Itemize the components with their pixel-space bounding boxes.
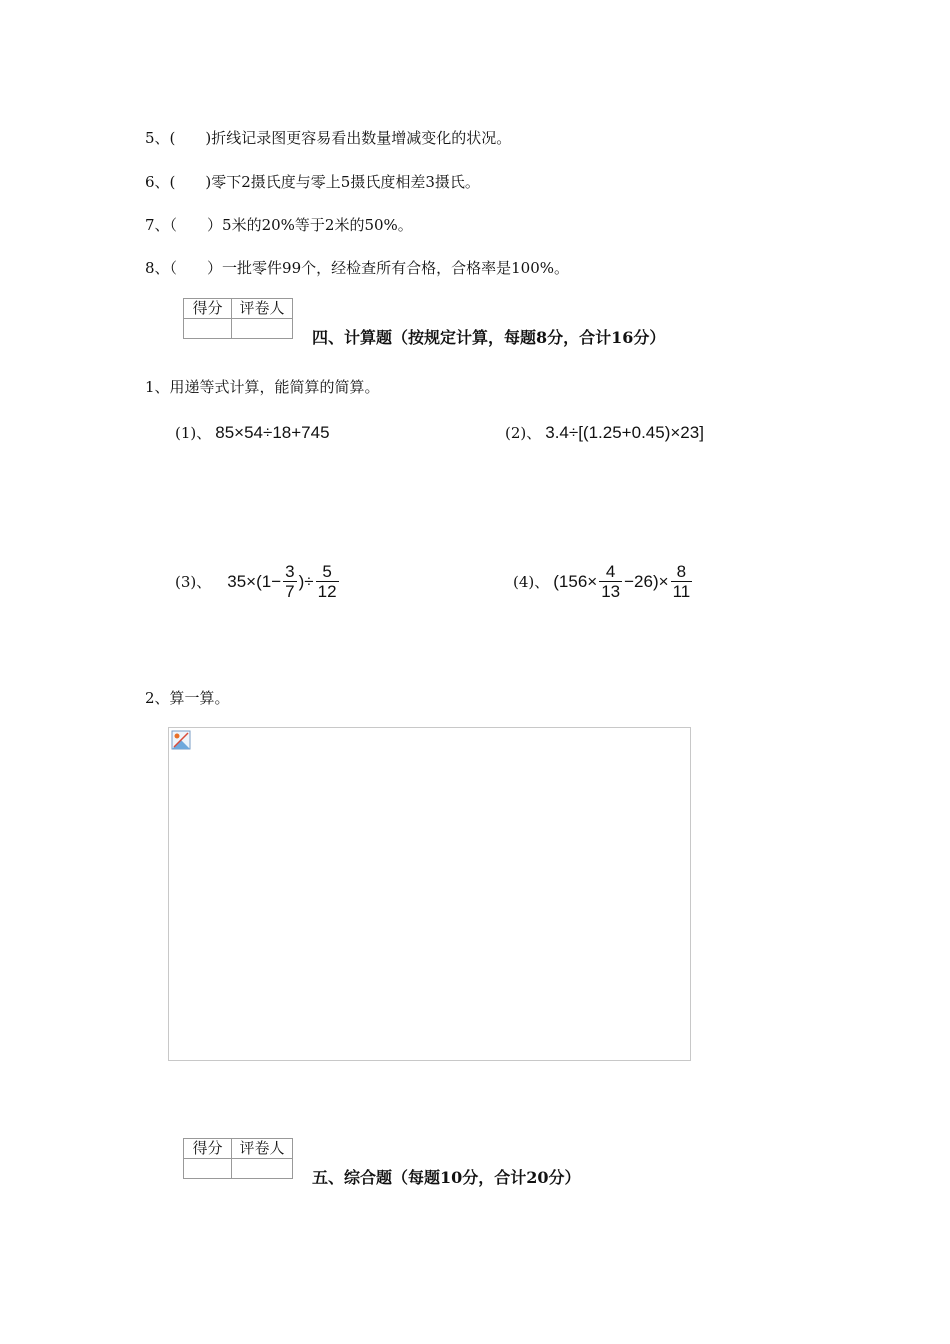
score-table [183, 1138, 293, 1179]
denominator: 13 [601, 582, 621, 601]
grader-cell [232, 319, 293, 339]
expression-3-pre: 35×(1− [227, 571, 282, 591]
calc-question-1-prompt: 1、用递等式计算，能简算的简算。 [145, 378, 380, 396]
denominator: 11 [672, 582, 691, 601]
expression-4-mid: −26)× [624, 571, 669, 591]
expression-3-label: (3)、 [175, 573, 212, 591]
expression-4 [513, 562, 694, 601]
fraction [599, 562, 622, 601]
score-cell [184, 1159, 232, 1179]
grader-label: 评卷人 [232, 299, 293, 319]
grader-cell [232, 1159, 293, 1179]
question-5: 5、( )折线记录图更容易看出数量增减变化的状况。 [145, 129, 512, 147]
broken-image-icon [171, 730, 191, 750]
expression-1 [175, 422, 330, 443]
question-8: 8、（ ）一批零件99个，经检查所有合格，合格率是100%。 [145, 259, 570, 277]
expression-1-body: 85×54÷18+745 [215, 422, 330, 442]
numerator: 4 [605, 562, 616, 581]
grader-label: 评卷人 [232, 1139, 293, 1159]
question-7: 7、（ ）5米的20%等于2米的50%。 [145, 216, 413, 234]
expression-4-label: (4)、 [513, 573, 550, 591]
score-label: 得分 [184, 299, 232, 319]
expression-2-body: 3.4÷[(1.25+0.45)×23] [545, 422, 704, 442]
expression-1-label: (1)、 [175, 424, 212, 442]
numerator: 8 [676, 562, 687, 581]
numerator: 3 [285, 562, 295, 581]
fraction [671, 562, 693, 601]
score-cell [184, 319, 232, 339]
question-6: 6、( )零下2摄氏度与零上5摄氏度相差3摄氏。 [145, 173, 480, 191]
expression-4-pre: (156× [553, 571, 598, 591]
calc-question-2-prompt: 2、算一算。 [145, 689, 230, 707]
expression-3-mid: )÷ [298, 571, 314, 591]
score-table [183, 298, 293, 339]
image-placeholder [168, 727, 691, 1061]
section-5-heading: 五、综合题（每题10分，合计20分） [312, 1168, 581, 1187]
numerator: 5 [322, 562, 332, 581]
expression-2-label: (2)、 [505, 424, 542, 442]
denominator: 7 [285, 582, 295, 601]
denominator: 12 [317, 582, 337, 601]
expression-3 [175, 562, 341, 601]
score-label: 得分 [184, 1139, 232, 1159]
section-4-heading: 四、计算题（按规定计算，每题8分，合计16分） [312, 328, 666, 347]
fraction [283, 562, 296, 601]
expression-2 [505, 422, 704, 443]
fraction [316, 562, 339, 601]
